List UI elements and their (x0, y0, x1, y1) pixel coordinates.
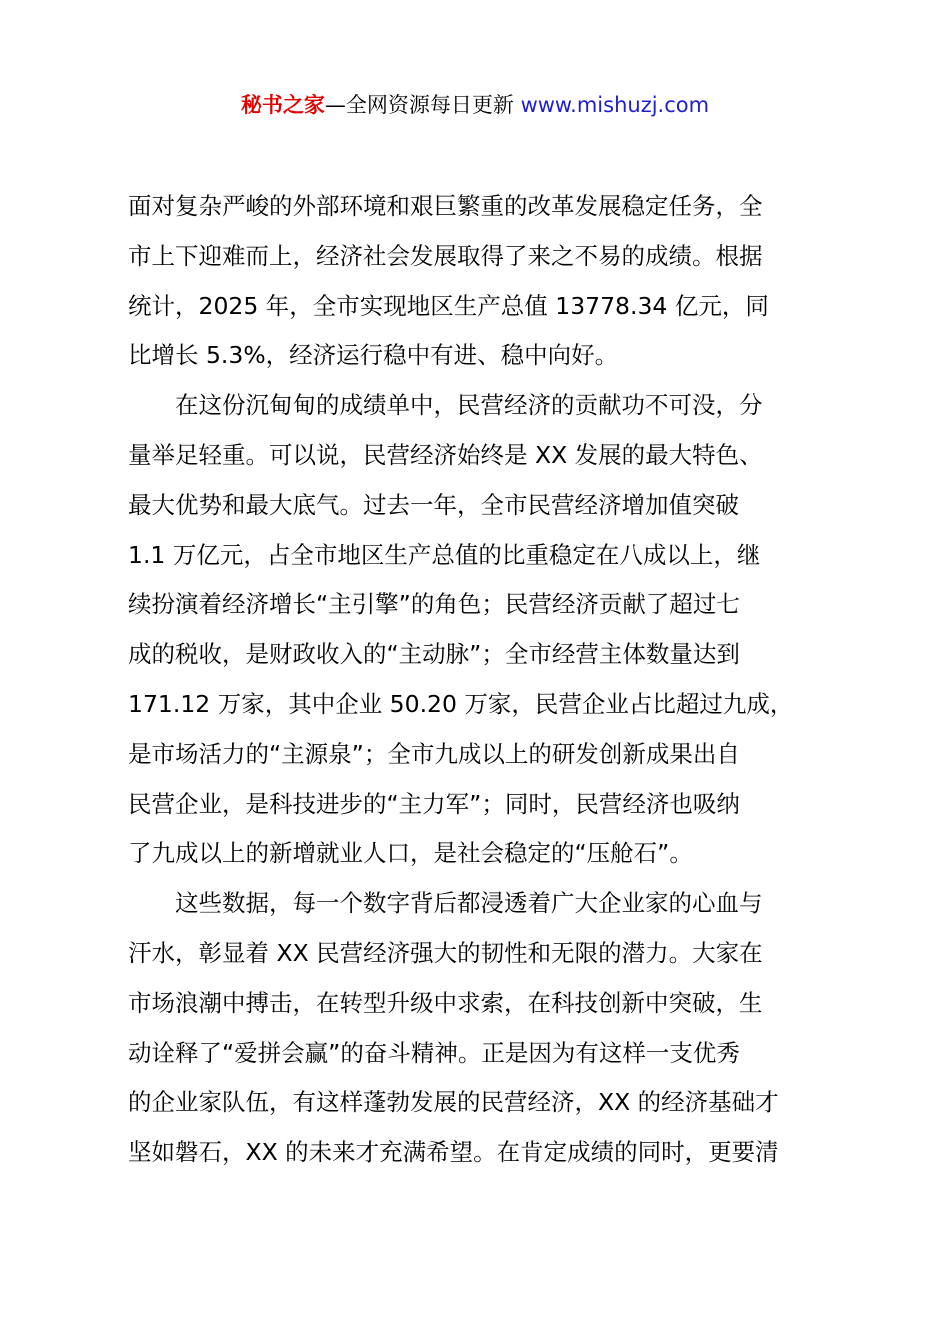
text-line: 比增长 5.3%，经济运行稳中有进、稳中向好。 (128, 341, 619, 370)
text-line: 汗水，彰显着 XX 民营经济强大的韧性和无限的潜力。大家在 (128, 938, 763, 967)
text-line: 市上下迎难而上，经济社会发展取得了来之不易的成绩。根据 (128, 241, 763, 270)
text-line: 民营企业，是科技进步的“主力军”；同时，民营经济也吸纳 (128, 789, 740, 818)
text-line: 在这份沉甸甸的成绩单中，民营经济的贡献功不可没，分 (128, 391, 763, 420)
paragraph-1 (128, 182, 836, 381)
text-line: 坚如磐石，XX 的未来才充满希望。在肯定成绩的同时，更要清 (128, 1138, 779, 1167)
site-url-link[interactable]: www.mishuzj.com (520, 93, 710, 117)
text-line: 市场浪潮中搏击，在转型升级中求索，在科技创新中突破，生 (128, 988, 763, 1017)
site-tagline: —全网资源每日更新 (324, 93, 514, 117)
text-line: 动诠释了“爱拼会赢”的奋斗精神。正是因为有这样一支优秀 (128, 1038, 740, 1067)
text-line: 成的税收，是财政收入的“主动脉”；全市经营主体数量达到 (128, 640, 740, 669)
paragraph-2 (128, 381, 836, 879)
text-line: 续扮演着经济增长“主引擎”的角色；民营经济贡献了超过七 (128, 590, 740, 619)
text-line: 是市场活力的“主源泉”；全市九成以上的研发创新成果出自 (128, 739, 740, 768)
text-line: 171.12 万家，其中企业 50.20 万家，民营企业占比超过九成， (128, 689, 794, 718)
text-line: 的企业家队伍，有这样蓬勃发展的民营经济，XX 的经济基础才 (128, 1088, 779, 1117)
text-line: 最大优势和最大底气。过去一年，全市民营经济增加值突破 (128, 490, 739, 519)
site-header (0, 88, 950, 122)
text-line: 1.1 万亿元，占全市地区生产总值的比重稳定在八成以上，继 (128, 540, 761, 569)
text-line: 统计，2025 年，全市实现地区生产总值 13778.34 亿元，同 (128, 291, 769, 320)
document-body (128, 182, 836, 1178)
text-line: 面对复杂严峻的外部环境和艰巨繁重的改革发展稳定任务，全 (128, 192, 763, 220)
text-line: 量举足轻重。可以说，民营经济始终是 XX 发展的最大特色、 (128, 440, 763, 469)
text-line: 了九成以上的新增就业人口，是社会稳定的“压舱石”。 (128, 839, 693, 868)
brand-name: 秘书之家 (240, 93, 325, 117)
text-line: 这些数据，每一个数字背后都浸透着广大企业家的心血与 (128, 889, 763, 918)
paragraph-3 (128, 879, 836, 1178)
